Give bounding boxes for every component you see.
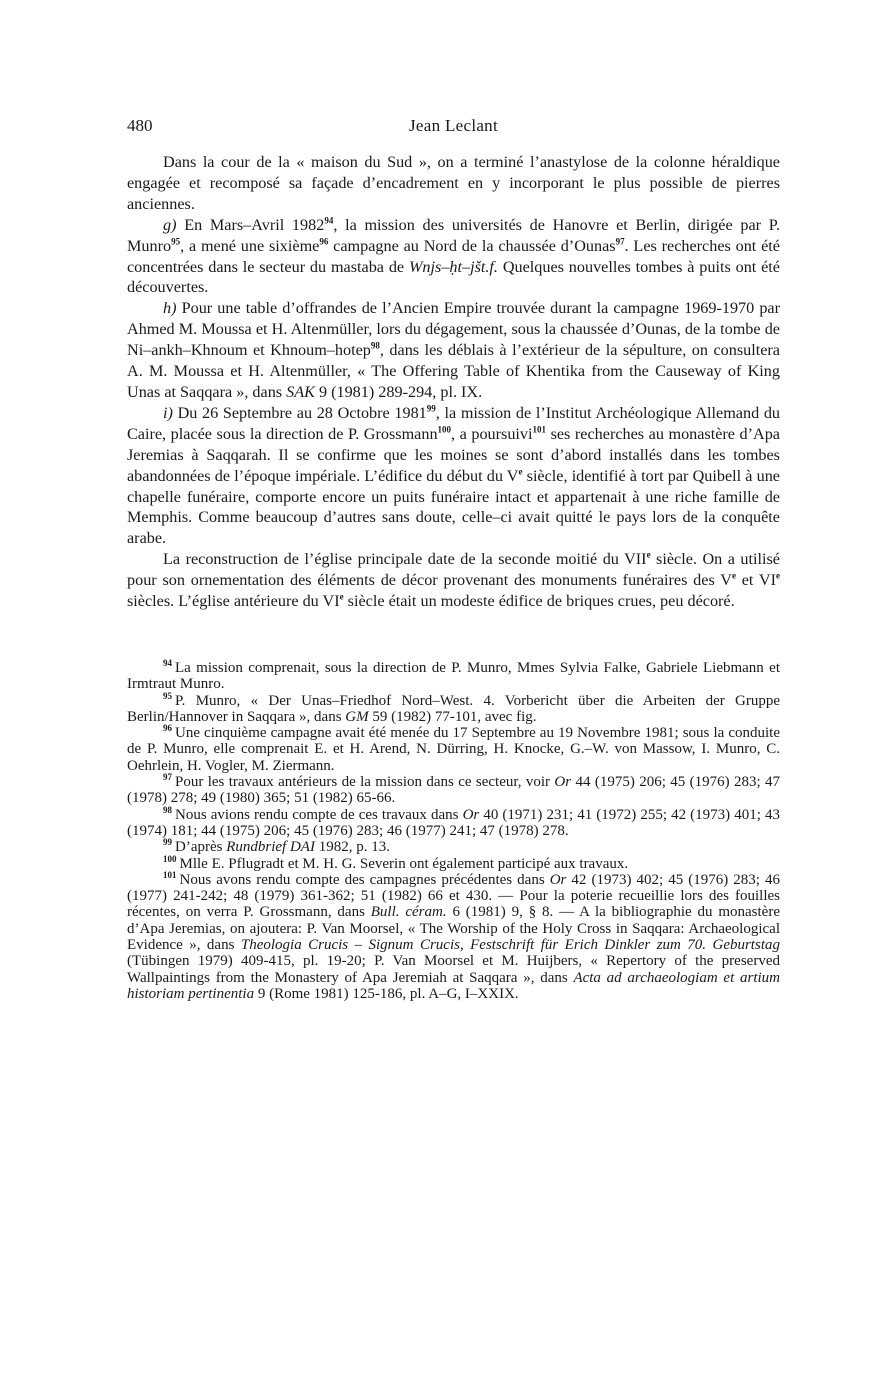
superscript: e <box>776 570 780 581</box>
superscript: e <box>339 591 344 602</box>
running-head: Jean Leclant <box>408 116 499 135</box>
paragraph-h: h) Pour une table d’offrandes de l’Ancien Empire trouvée durant la campagne 1969-1970 par Ahmed M. Moussa et H. Altenmüller, lors du dégagement, sous la chaussée d’Ounas, de la tombe de Ni–ankh–Khnoum et Khnoum–hotep$^{98}$, dans les déblais à l’extérieur de la sépulture, on consultera A. M. Moussa et H. Altenmüller, « The Offering Table of Khentika from the Causeway of King Unas at Saqqara », dans SAK 9 (1981) 289-294, pl. IX. <box>127 299 781 401</box>
footnote-95: $^{95}$ P. Munro, « Der Unas–Friedhof Nord–West. 4. Vorbericht über die Arbeiten der Gruppe Berlin/Hannover in Saqqara », dans GM 59 (1982) 77-101, avec fig. <box>127 690 780 725</box>
superscript: e <box>731 570 736 581</box>
footnote-98: $^{98}$ Nous avions rendu compte de ces travaux dans Or 40 (1971) 231; 41 (1972) 255; 42 (1973) 401; 43 (1974) 181; 44 (1975) 206; 45 (1976) 283; 46 (1977) 241; 47 (1978) 278. <box>127 804 780 839</box>
footnote-94: $^{94}$ La mission comprenait, sous la direction de P. Munro, Mmes Sylvia Falke, Gabriele Liebmann et Irmtraut Munro. <box>127 657 780 693</box>
footnote-100: $^{100}$ Mlle E. Pflugradt et M. H. G. Severin ont également participé aux travaux. <box>163 853 629 872</box>
italic-term: Wnjs–ḥt–jšt.f. <box>408 257 498 276</box>
paragraph-anastylose: Dans la cour de la « maison du Sud », on a terminé l’anastylose de la colonne héraldique engagée et recomposé sa façade d’encadrement en y incorporant le plus possible de pierres anciennes. <box>127 153 780 213</box>
footnote-ref[interactable]: 95 <box>171 236 181 247</box>
footnote-ref[interactable]: 97 <box>615 236 625 247</box>
footnote-101: $^{101}$ Nous avons rendu compte des campagnes précédentes dans Or 42 (1973) 402; 45 (1976) 283; 46 (1977) 241-242; 48 (1979) 361-362; 51 (1982) 66 et 430. — Pour la poterie recueillie lors des fouilles récentes, on verra P. Grossmann, dans Bull. céram. 6 (1981) 9, § 8. — A la bibliographie du monastère d’Apa Jeremias, on ajoutera: P. Van Moorsel, « The Worship of the Holy Cross in Saqqara: Archaeological Evidence », dans Theologia Crucis – Signum Crucis, Festschrift für Erich Dinkler zum 70. Geburtstag (Tübingen 1979) 409-415, pl. 19-20; P. Van Moorsel et M. Huijbers, « Repertory of the preserved Wallpaintings from the Monastery of Apa Jeremiah at Saqqara », dans Acta ad archaeologiam et artium historiam pertinentia 9 (Rome 1981) 125-186, pl. A–G, I–XXIX. <box>127 869 780 1002</box>
page-number: 480 <box>127 116 153 135</box>
footnote-number: 94 <box>163 657 172 668</box>
italic-term: SAK <box>286 382 315 401</box>
footnotes <box>127 657 780 1002</box>
document-page <box>127 112 780 1002</box>
item-label: i) <box>163 403 173 422</box>
footnote-ref[interactable]: 98 <box>370 340 380 351</box>
footnote-96: $^{96}$ Une cinquième campagne avait été menée du 17 Septembre au 19 Novembre 1981; sous la conduite de P. Munro, elle comprenait E. et H. Arend, N. Dürring, H. Knocke, G.–W. von Massow, I. Munro, C. Oehrlein, H. Vogler, M. Ziermann. <box>127 723 780 774</box>
footnote-99: $^{99}$ D’après Rundbrief DAI 1982, p. 13. <box>163 837 390 856</box>
superscript: e <box>646 549 651 560</box>
footnote-ref[interactable]: 99 <box>426 403 436 414</box>
main-text <box>127 152 780 612</box>
footnote-97: $^{97}$ Pour les travaux antérieurs de la mission dans ce secteur, voir Or 44 (1975) 206; 45 (1976) 283; 47 (1978) 278; 49 (1980) 365; 51 (1982) 65-66. <box>127 772 780 807</box>
paragraph-g: g) En Mars–Avril 1982$^{94}$, la mission des universités de Hanovre et Berlin, dirigée par P. Munro$^{95}$, a mené une sixième$^{96}$ campagne au Nord de la chaussée d’Ounas$^{97}$. Les recherches ont été concentrées dans le secteur du mastaba de Wnjs–ḥt–jšt.f. Quelques nouvelles tombes à puits ont été découvertes. <box>127 215 780 297</box>
item-label: h) <box>163 299 177 318</box>
footnote-number: 95 <box>163 690 172 701</box>
paragraph-reconstruction: La reconstruction de l’église principale date de la seconde moitié du VIIe siècle. On a utilisé pour son ornementation des éléments de décor provenant des monuments funéraires des Ve et VIe siècles. L’église antérieure du VIe siècle était un modeste édifice de briques crues, peu décoré. <box>127 549 780 611</box>
footnote-number: 97 <box>163 772 172 783</box>
footnote-number: 96 <box>163 723 172 734</box>
footnote-ref[interactable]: 96 <box>319 236 329 247</box>
page-header <box>127 112 780 140</box>
footnote-number: 99 <box>163 837 172 848</box>
footnote-ref[interactable]: 94 <box>324 215 334 226</box>
paragraph-i: i) Du 26 Septembre au 28 Octobre 1981$^{99}$, la mission de l’Institut Archéologique Allemand du Caire, placée sous la direction de P. Grossmann$^{100}$, a poursuivi$^{101}$ ses recherches au monastère d’Apa Jeremias à Saqqarah. Il se confirme que les moines se sont d’abord installés dans les tombes abandonnées de l’époque impériale. L’édifice du début du Ve siècle, identifié à tort par Quibell à une chapelle funéraire, comporte encore un puits funéraire intact et appartenait à une riche famille de Memphis. Comme beaucoup d’autres sans doute, celle–ci avait quitté le pays lors de la conquête arabe. <box>127 403 781 548</box>
footnote-ref[interactable]: 101 <box>532 424 547 435</box>
footnote-number: 100 <box>163 853 177 864</box>
superscript: e <box>518 466 523 477</box>
footnote-number: 101 <box>163 869 177 880</box>
footnote-ref[interactable]: 100 <box>437 424 452 435</box>
item-label: g) <box>163 215 177 234</box>
footnote-number: 98 <box>163 804 172 815</box>
